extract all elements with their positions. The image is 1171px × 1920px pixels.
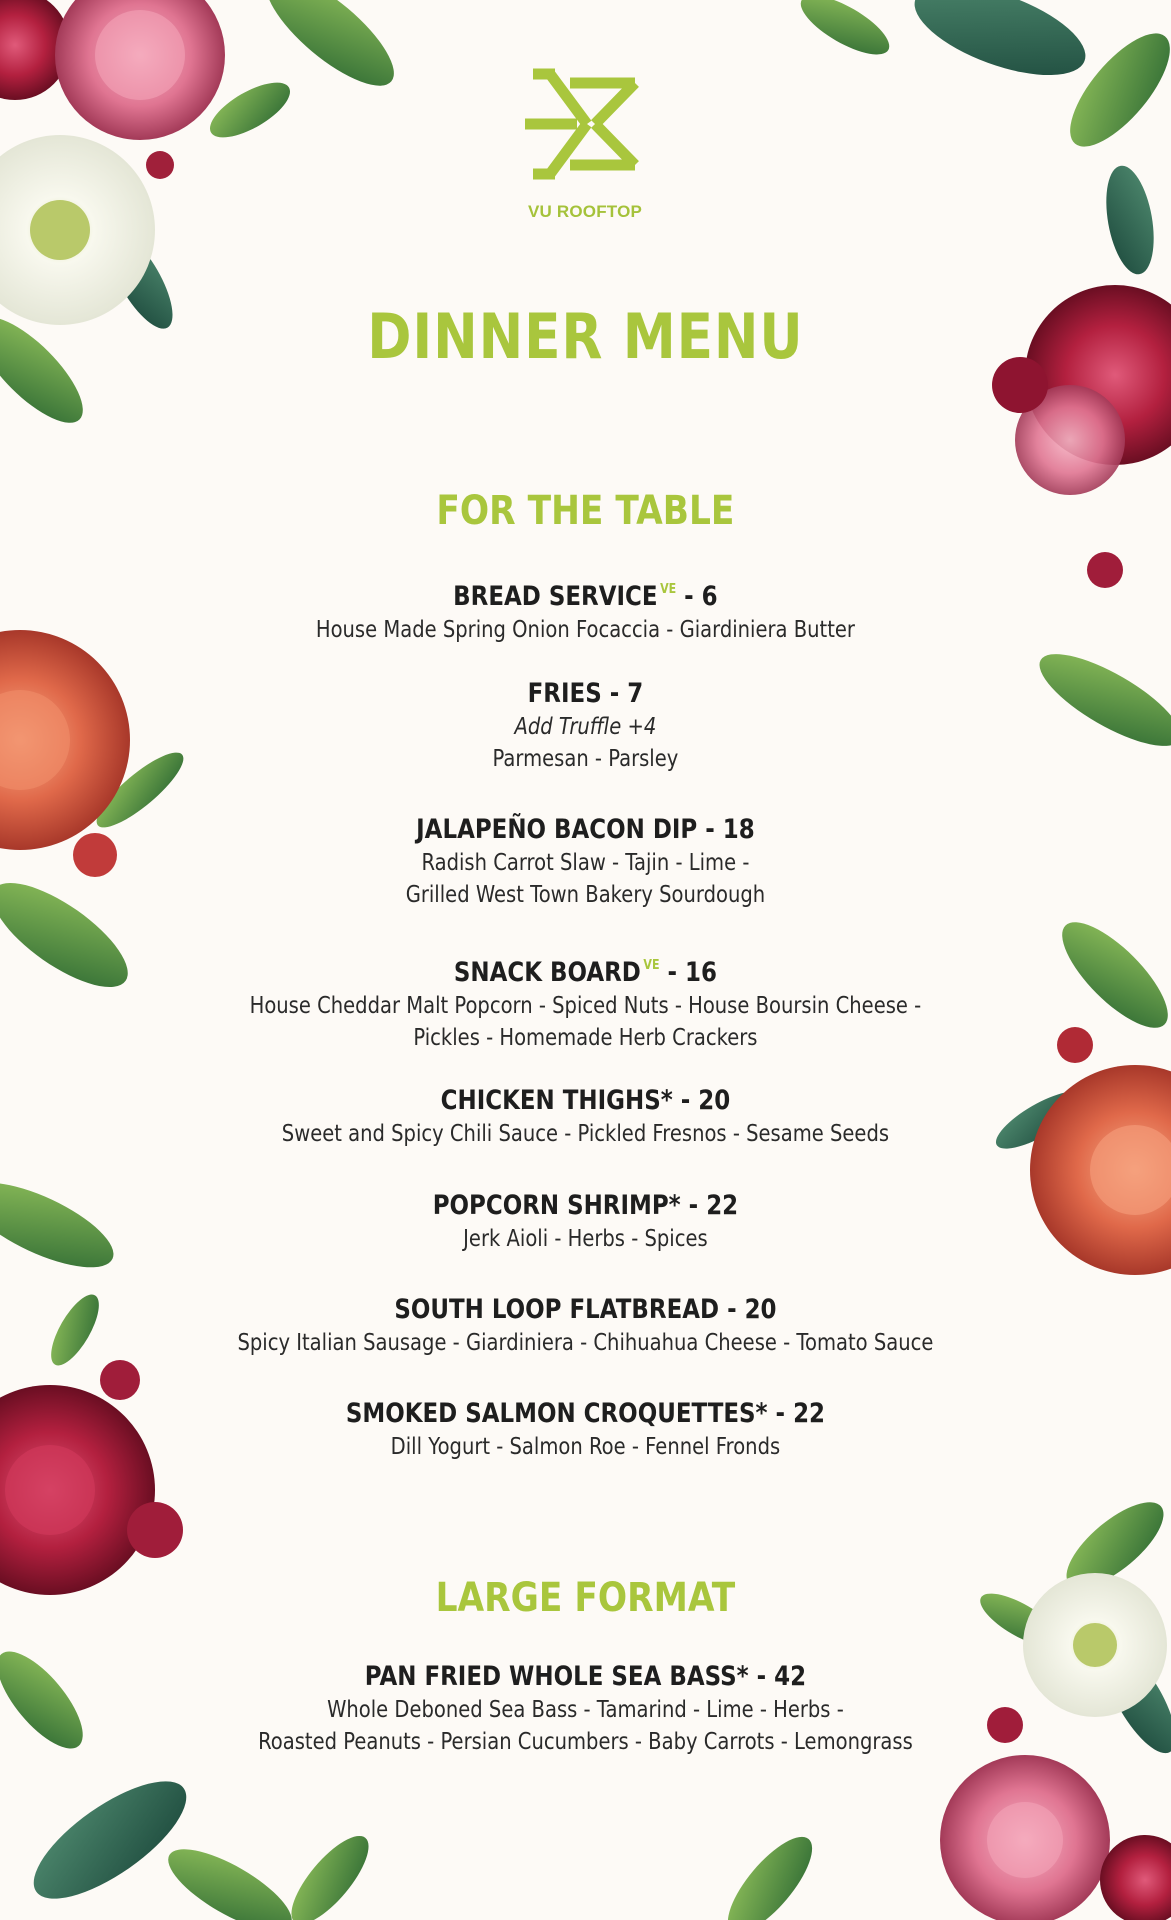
menu-item-popcorn-shrimp (0, 1189, 1171, 1255)
item-description: Jerk Aioli - Herbs - Spices (463, 1226, 708, 1252)
item-description: House Made Spring Onion Focaccia - Giardiniera Butter (315, 617, 855, 643)
item-heading (88, 677, 1083, 711)
item-description-line-2: Pickles - Homemade Herb Crackers (413, 1025, 758, 1051)
vegetarian-badge: VE (660, 582, 677, 597)
item-addon-note: Add Truffle +4 (514, 714, 657, 740)
menu-item-smoked-salmon-croquettes (0, 1397, 1171, 1463)
item-price: - 6 (684, 581, 718, 612)
item-price: - 42 (756, 1661, 807, 1692)
item-name: POPCORN SHRIMP* (432, 1190, 681, 1221)
section-title-for-the-table: FOR THE TABLE (436, 488, 735, 534)
item-description-line-1: Whole Deboned Sea Bass - Tamarind - Lime - Herbs - (327, 1697, 844, 1723)
logo-mark-icon (525, 66, 645, 196)
menu-item-chicken-thighs (0, 1084, 1171, 1150)
item-price: - 22 (775, 1398, 826, 1429)
item-heading (88, 1189, 1083, 1223)
item-name: SMOKED SALMON CROQUETTES* (345, 1398, 768, 1429)
vu-rooftop-logo (525, 66, 645, 226)
item-heading (88, 1293, 1083, 1327)
menu-title: DINNER MENU (367, 300, 804, 373)
menu-item-pan-fried-whole-sea-bass (0, 1660, 1171, 1758)
item-description-line-1: Radish Carrot Slaw - Tajin - Lime - (421, 850, 750, 876)
item-description-line-1: House Cheddar Malt Popcorn - Spiced Nuts - House Boursin Cheese - (249, 993, 922, 1019)
item-heading (88, 813, 1083, 847)
menu-item-snack-board (0, 949, 1171, 1054)
item-name: CHICKEN THIGHS* (440, 1085, 673, 1116)
item-description: Sweet and Spicy Chili Sauce - Pickled Fresnos - Sesame Seeds (281, 1121, 890, 1147)
item-heading (88, 949, 1083, 990)
item-description: Dill Yogurt - Salmon Roe - Fennel Fronds (390, 1434, 781, 1460)
item-name: BREAD SERVICE (453, 581, 658, 612)
item-description-line-2: Roasted Peanuts - Persian Cucumbers - Baby Carrots - Lemongrass (258, 1729, 913, 1755)
item-heading (88, 573, 1083, 614)
item-price: - 16 (667, 957, 717, 988)
item-heading (88, 1084, 1083, 1118)
item-description: Spicy Italian Sausage - Giardiniera - Chihuahua Cheese - Tomato Sauce (237, 1330, 934, 1356)
item-price: - 22 (688, 1190, 739, 1221)
section-title-large-format: LARGE FORMAT (435, 1575, 736, 1621)
item-heading (88, 1397, 1083, 1431)
menu-item-jalapeno-bacon-dip (0, 813, 1171, 911)
item-heading (88, 1660, 1083, 1694)
item-price: - 7 (609, 678, 644, 709)
item-name: FRIES (527, 678, 602, 709)
item-name: SNACK BOARD (453, 957, 641, 988)
brand-name: VU ROOFTOP (527, 202, 643, 221)
menu-item-bread-service (0, 573, 1171, 646)
item-price: - 20 (727, 1294, 777, 1325)
item-name: PAN FRIED WHOLE SEA BASS* (364, 1661, 749, 1692)
item-name: SOUTH LOOP FLATBREAD (394, 1294, 720, 1325)
vegetarian-badge: VE (643, 958, 660, 973)
item-description-line-2: Grilled West Town Bakery Sourdough (405, 882, 766, 908)
menu-item-south-loop-flatbread (0, 1293, 1171, 1359)
item-price: - 18 (705, 814, 755, 845)
menu-item-fries (0, 677, 1171, 775)
item-name: JALAPEÑO BACON DIP (416, 814, 698, 845)
item-price: - 20 (680, 1085, 731, 1116)
item-description: Parmesan - Parsley (492, 746, 679, 772)
